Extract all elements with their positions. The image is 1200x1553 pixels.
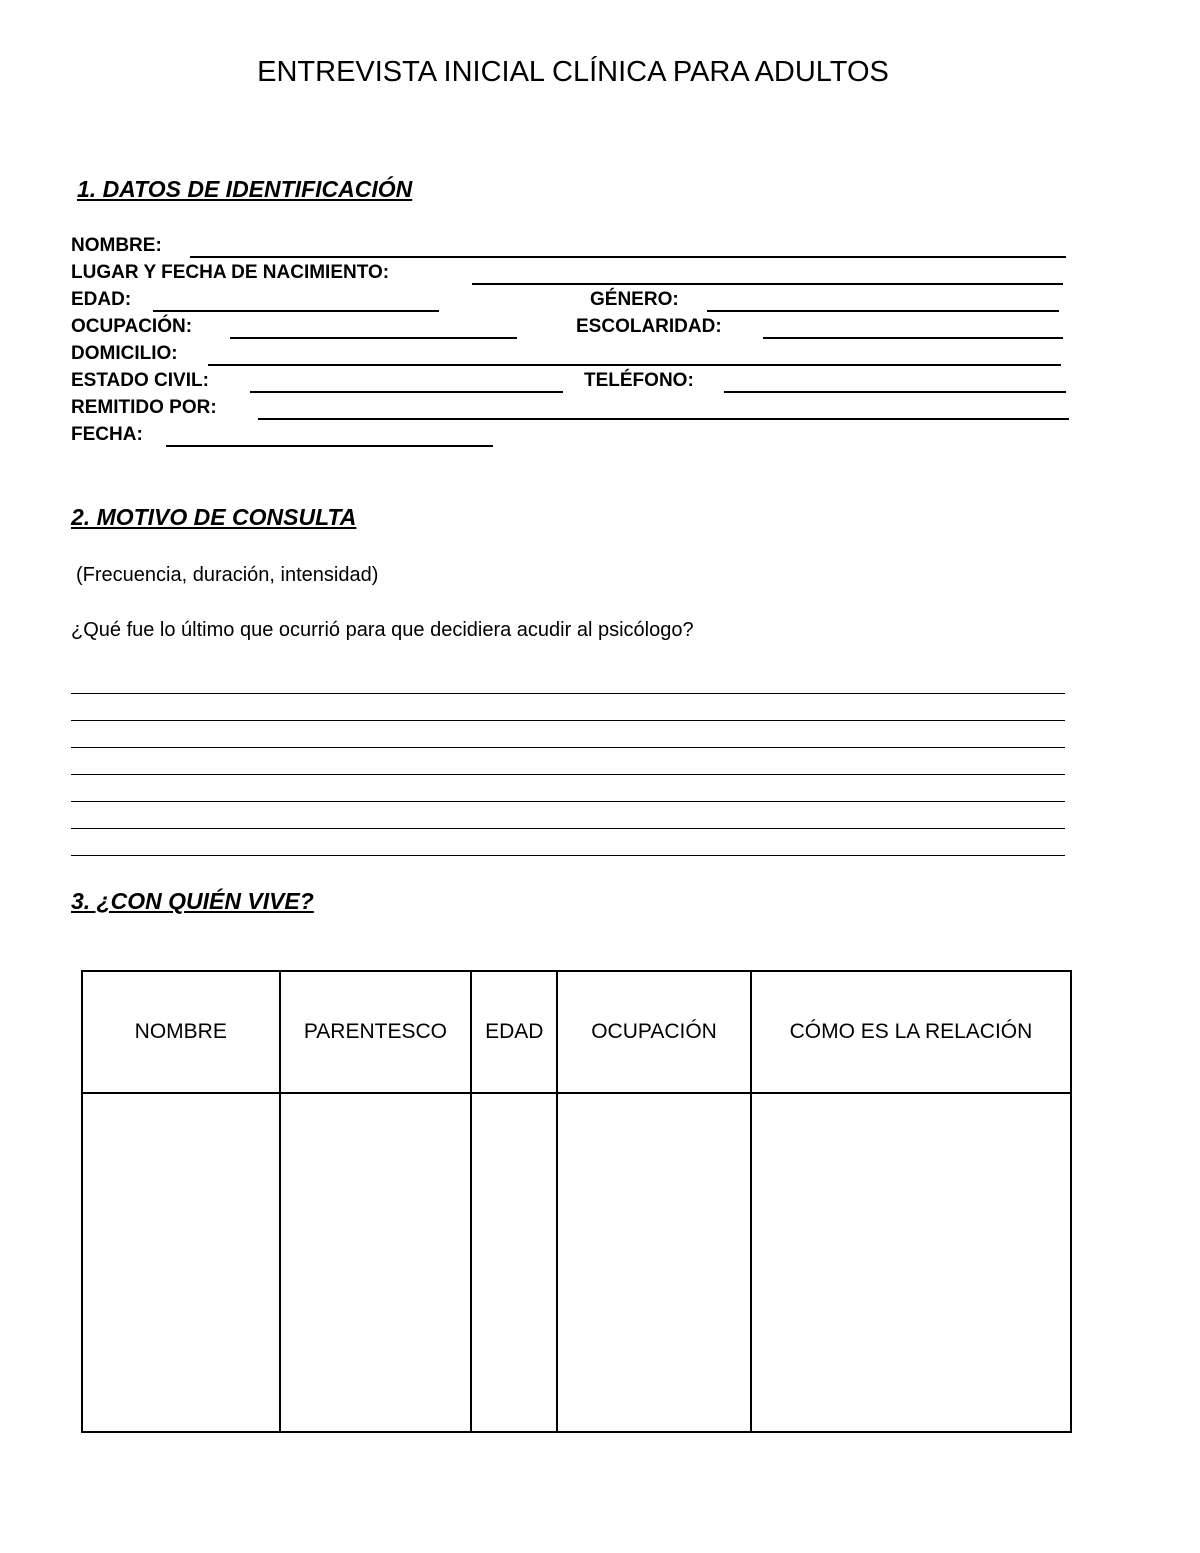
field-telefono[interactable] [724, 391, 1066, 393]
label-estado-civil: ESTADO CIVIL: [71, 370, 209, 391]
column-header-relacion: CÓMO ES LA RELACIÓN [751, 971, 1071, 1093]
field-remitido[interactable] [258, 418, 1069, 420]
column-header-ocupacion: OCUPACIÓN [557, 971, 751, 1093]
column-header-parentesco: PARENTESCO [280, 971, 472, 1093]
table-header-row [82, 971, 1071, 1093]
field-nombre[interactable] [190, 256, 1066, 258]
label-fecha: FECHA: [71, 424, 143, 445]
motivo-question: ¿Qué fue lo último que ocurrió para que decidiera acudir al psicólogo? [71, 619, 694, 641]
field-edad[interactable] [153, 310, 439, 312]
label-edad: EDAD: [71, 289, 132, 310]
field-lugar-fecha[interactable] [472, 283, 1063, 285]
cell-nombre[interactable] [82, 1093, 280, 1432]
label-ocupacion: OCUPACIÓN: [71, 316, 193, 337]
field-genero[interactable] [707, 310, 1059, 312]
answer-line[interactable] [71, 801, 1065, 802]
label-escolaridad: ESCOLARIDAD: [576, 316, 722, 337]
cell-parentesco[interactable] [280, 1093, 472, 1432]
field-fecha[interactable] [166, 445, 493, 447]
section-1-heading: 1. DATOS DE IDENTIFICACIÓN [77, 176, 413, 202]
column-header-nombre: NOMBRE [82, 971, 280, 1093]
form-title: ENTREVISTA INICIAL CLÍNICA PARA ADULTOS [257, 56, 889, 88]
field-escolaridad[interactable] [763, 337, 1063, 339]
table-row [82, 1093, 1071, 1432]
label-telefono: TELÉFONO: [584, 370, 694, 391]
answer-line[interactable] [71, 747, 1065, 748]
label-remitido: REMITIDO POR: [71, 397, 217, 418]
cell-relacion[interactable] [751, 1093, 1071, 1432]
label-genero: GÉNERO: [590, 289, 679, 310]
field-domicilio[interactable] [208, 364, 1061, 366]
answer-line[interactable] [71, 693, 1065, 694]
answer-line[interactable] [71, 720, 1065, 721]
section-3-heading: 3. ¿CON QUIÉN VIVE? [71, 888, 314, 914]
field-estado-civil[interactable] [250, 391, 563, 393]
label-domicilio: DOMICILIO: [71, 343, 178, 364]
column-header-edad: EDAD [471, 971, 557, 1093]
label-nombre: NOMBRE: [71, 235, 162, 256]
answer-line[interactable] [71, 855, 1065, 856]
answer-line[interactable] [71, 828, 1065, 829]
motivo-note: (Frecuencia, duración, intensidad) [76, 564, 379, 586]
household-table [81, 970, 1072, 1433]
field-ocupacion[interactable] [230, 337, 517, 339]
label-lugar-fecha: LUGAR Y FECHA DE NACIMIENTO: [71, 262, 390, 283]
cell-ocupacion[interactable] [557, 1093, 751, 1432]
section-2-heading: 2. MOTIVO DE CONSULTA [71, 504, 357, 530]
answer-line[interactable] [71, 774, 1065, 775]
cell-edad[interactable] [471, 1093, 557, 1432]
